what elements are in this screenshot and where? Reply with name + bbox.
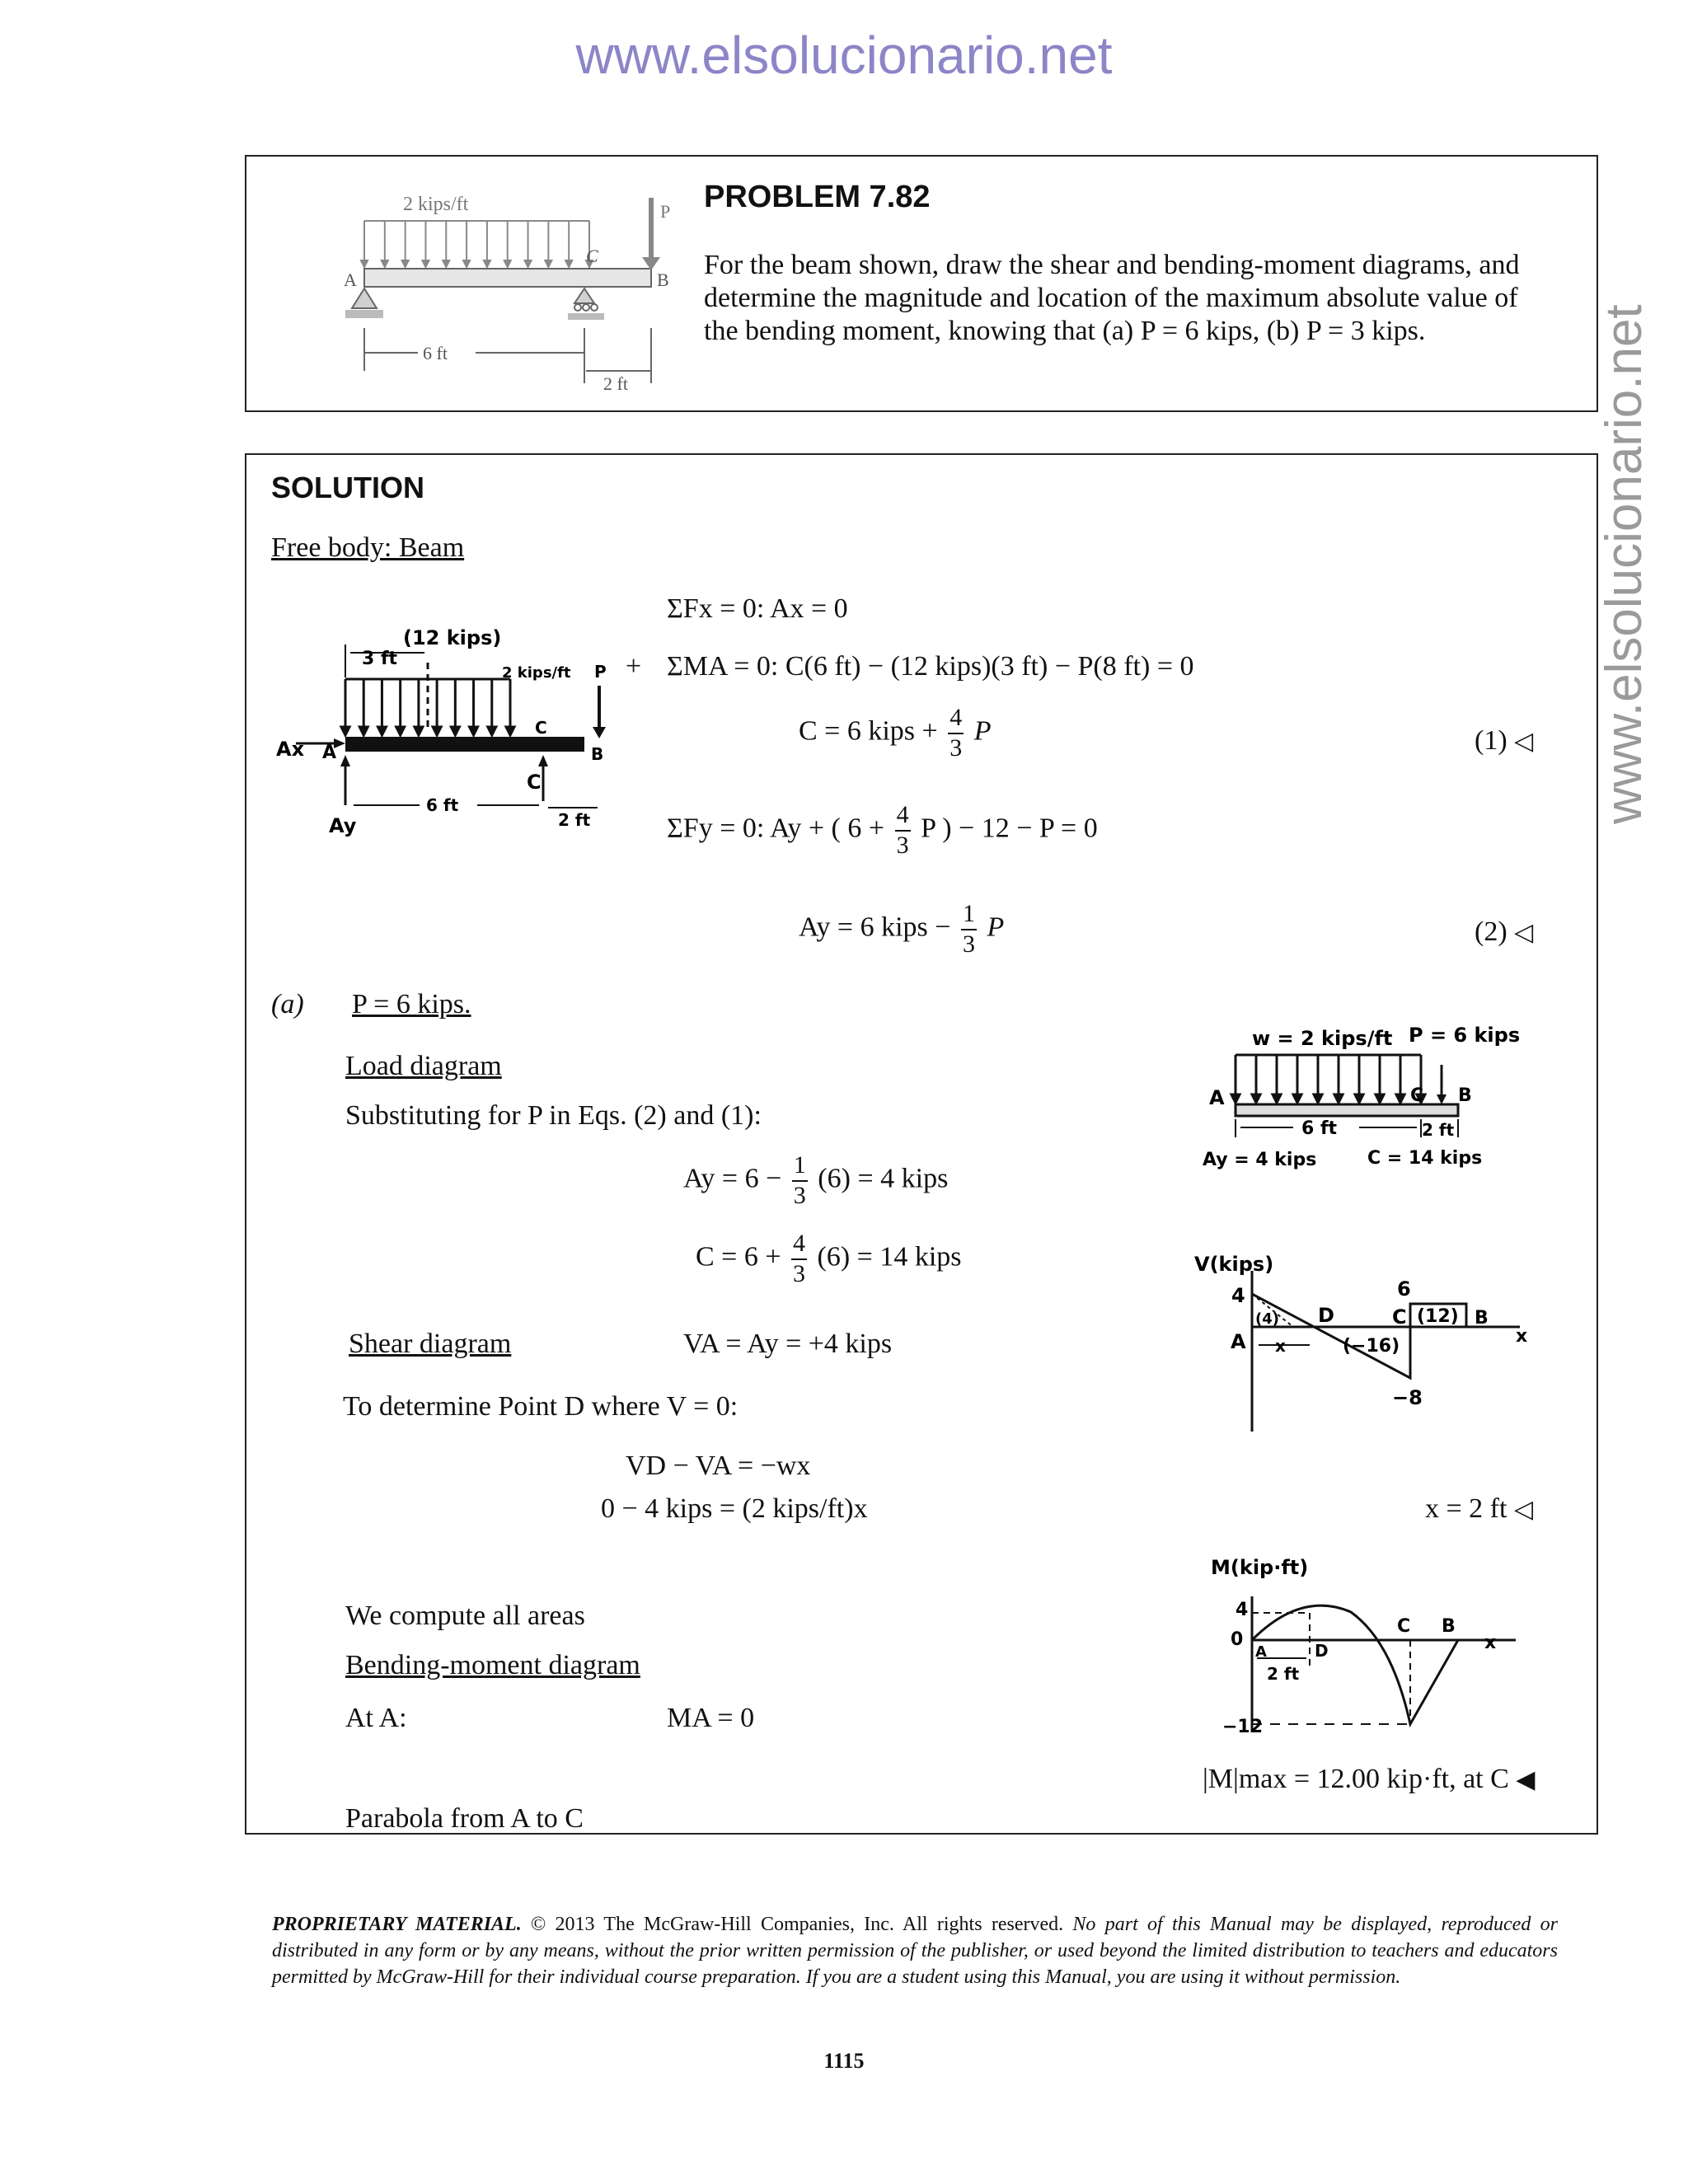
eq-ay-left: Ay = 6 kips − bbox=[799, 912, 951, 943]
ld-b: B bbox=[1458, 1085, 1472, 1106]
eq-moment-lead: + bbox=[626, 651, 642, 682]
load-arrow-head bbox=[1273, 1094, 1281, 1103]
answer-marker-1: ◁ bbox=[1514, 728, 1534, 755]
eq-fy-right: P ) − 12 − P = 0 bbox=[921, 813, 1098, 844]
eq-fy-den: 3 bbox=[896, 831, 909, 859]
fbd-cy: C bbox=[527, 771, 542, 794]
eq-ay-fraction bbox=[961, 900, 977, 958]
mmax-text: |M|max = 12.00 kip·ft, at C bbox=[1203, 1764, 1509, 1794]
load-arrow-head bbox=[470, 727, 478, 735]
sd-vm8: −8 bbox=[1392, 1386, 1423, 1409]
problem-text-2: determine the magnitude and location of the maximum absolute value of bbox=[704, 283, 1518, 313]
substituting-text: Substituting for P in Eqs. (2) and (1): bbox=[345, 1100, 762, 1131]
fbd-dist: 3 ft bbox=[362, 649, 398, 669]
sd-a1: (4) bbox=[1255, 1310, 1279, 1328]
problem-box bbox=[245, 155, 1598, 412]
bending-moment-label: Bending-moment diagram bbox=[345, 1650, 640, 1680]
fbd-w: 2 kips/ft bbox=[502, 664, 571, 682]
watermark-side: www.elsolucionario.net bbox=[1596, 304, 1653, 824]
fbd-s2: 2 ft bbox=[558, 810, 591, 830]
eq-ay-num: 1 bbox=[961, 900, 977, 930]
ld-s1: 6 ft bbox=[1301, 1118, 1338, 1139]
load-arrow-head bbox=[1396, 1094, 1404, 1103]
solution-box bbox=[245, 453, 1598, 1835]
copyright-footer bbox=[272, 1912, 1558, 1991]
problem-text-3: the bending moment, knowing that (a) P = 6 kips, (b) P = 3 kips. bbox=[704, 316, 1426, 346]
ay-calc-left: Ay = 6 − bbox=[683, 1163, 782, 1194]
load-arrow-head bbox=[1293, 1094, 1301, 1103]
footer-bold: PROPRIETARY MATERIAL. bbox=[272, 1914, 522, 1935]
fbd-ax: Ax bbox=[276, 738, 305, 761]
md-x: x bbox=[1484, 1633, 1497, 1653]
md-c: C bbox=[1397, 1616, 1411, 1637]
load-arrow-head bbox=[1376, 1094, 1384, 1103]
solution-heading: SOLUTION bbox=[271, 471, 424, 504]
sd-a2: (−16) bbox=[1343, 1336, 1400, 1357]
md-b: B bbox=[1442, 1616, 1456, 1637]
md-m4: 4 bbox=[1236, 1600, 1249, 1620]
mmax-result bbox=[1203, 1765, 1535, 1793]
load-arrow-head bbox=[1252, 1094, 1260, 1103]
fig-c-label: C bbox=[586, 246, 598, 266]
problem-title: PROBLEM 7.82 bbox=[704, 180, 931, 214]
eq2-tag bbox=[1475, 918, 1533, 946]
load-arrow-head bbox=[1314, 1094, 1322, 1103]
eq-c bbox=[799, 704, 992, 762]
load-diagram-label: Load diagram bbox=[345, 1051, 502, 1081]
md-m0: 0 bbox=[1231, 1629, 1244, 1650]
load-arrow-head bbox=[382, 260, 388, 267]
footer-plain: © 2013 The McGraw-Hill Companies, Inc. All rights reserved. bbox=[521, 1914, 1073, 1935]
load-arrow-head bbox=[1334, 1094, 1343, 1103]
eq-c-left: C = 6 kips + bbox=[799, 715, 938, 747]
va-eq: VA = Ay = +4 kips bbox=[683, 1329, 893, 1359]
answer-marker-2: ◁ bbox=[1514, 919, 1534, 946]
shear-diagram-sketch bbox=[1194, 1254, 1557, 1436]
load-diagram-sketch bbox=[1194, 1015, 1521, 1180]
fig-b-label: B bbox=[657, 269, 669, 290]
eq2-tag-text: (2) bbox=[1475, 916, 1507, 947]
vd-eq-2: 0 − 4 kips = (2 kips/ft)x bbox=[601, 1493, 868, 1524]
free-body-sketch bbox=[271, 628, 617, 851]
part-a-label: (a) bbox=[271, 989, 304, 1019]
x-result bbox=[1425, 1495, 1533, 1523]
areas-text: We compute all areas bbox=[345, 1601, 585, 1631]
ld-s2: 2 ft bbox=[1422, 1120, 1455, 1140]
point-d-text: To determine Point D where V = 0: bbox=[343, 1391, 738, 1422]
md-d: D bbox=[1315, 1641, 1329, 1661]
ay-calc-num: 1 bbox=[792, 1151, 808, 1182]
parabola-text: Parabola from A to C bbox=[345, 1803, 584, 1834]
at-a-label: At A: bbox=[345, 1703, 407, 1733]
sd-xlab: x bbox=[1275, 1336, 1286, 1356]
sd-x: x bbox=[1516, 1326, 1528, 1347]
c-calc-right: (6) = 14 kips bbox=[817, 1241, 962, 1272]
eq1-tag-text: (1) bbox=[1475, 725, 1507, 756]
ay-calc-fraction bbox=[792, 1151, 808, 1210]
load-arrow-head bbox=[433, 727, 441, 735]
ay-calc bbox=[683, 1151, 948, 1210]
c-calc-fraction bbox=[791, 1230, 807, 1288]
free-body-label: Free body: Beam bbox=[271, 532, 465, 563]
load-arrow-head bbox=[488, 727, 496, 735]
load-arrow-head bbox=[504, 260, 511, 267]
sd-v6: 6 bbox=[1397, 1277, 1411, 1301]
load-arrow-head bbox=[1355, 1094, 1363, 1103]
fig-a-label: A bbox=[344, 269, 357, 290]
fbd-load: (12 kips) bbox=[403, 626, 502, 649]
answer-marker-final: ◀ bbox=[1516, 1766, 1536, 1793]
vd-eq: VD − VA = −wx bbox=[626, 1451, 811, 1481]
load-arrow-head bbox=[359, 727, 368, 735]
c-calc-den: 3 bbox=[793, 1259, 806, 1287]
load-arrow-head bbox=[463, 260, 470, 267]
eq-sum-fy bbox=[667, 801, 1098, 860]
shear-diagram-label: Shear diagram bbox=[349, 1329, 512, 1359]
load-arrow-head bbox=[341, 727, 349, 735]
eq-c-num: 4 bbox=[948, 704, 964, 734]
eq-c-right: P bbox=[973, 715, 992, 747]
fig-p-label: P bbox=[660, 201, 671, 222]
fig-span1: 6 ft bbox=[423, 343, 448, 363]
watermark-top[interactable]: www.elsolucionario.net bbox=[575, 26, 1113, 85]
eq-sum-fx: ΣFx = 0: Ax = 0 bbox=[667, 593, 848, 624]
ld-c-value: C = 14 kips bbox=[1367, 1148, 1483, 1169]
sd-v4: 4 bbox=[1231, 1284, 1245, 1307]
load-arrow-head bbox=[361, 260, 368, 267]
moment-diagram-sketch bbox=[1194, 1551, 1557, 1741]
fbd-b: B bbox=[591, 744, 604, 764]
ay-calc-right: (6) = 4 kips bbox=[818, 1163, 949, 1194]
eq-c-fraction bbox=[948, 704, 964, 762]
fbd-a: A bbox=[322, 743, 337, 763]
load-arrow-head bbox=[377, 727, 386, 735]
md-axis: M(kip·ft) bbox=[1211, 1556, 1309, 1579]
ay-calc-den: 3 bbox=[793, 1181, 806, 1209]
c-calc bbox=[696, 1230, 962, 1288]
fig-load-label: 2 kips/ft bbox=[403, 194, 469, 215]
sd-a3: (12) bbox=[1417, 1306, 1459, 1327]
eq-sum-ma: ΣMA = 0: C(6 ft) − (12 kips)(3 ft) − P(8 ft) = 0 bbox=[667, 651, 1194, 682]
ld-w: w = 2 kips/ft bbox=[1252, 1027, 1393, 1050]
md-dist: 2 ft bbox=[1267, 1664, 1300, 1684]
fbd-p: P bbox=[594, 662, 607, 682]
load-arrow-head bbox=[565, 260, 572, 267]
load-arrow-head bbox=[415, 727, 423, 735]
answer-marker-3: ◁ bbox=[1513, 1496, 1534, 1523]
beam-figure bbox=[279, 165, 671, 404]
eq-ay-den: 3 bbox=[962, 930, 975, 958]
load-arrow-head bbox=[545, 260, 551, 267]
md-m12: −12 bbox=[1222, 1717, 1264, 1737]
sd-b: B bbox=[1475, 1308, 1489, 1329]
ld-c: C bbox=[1410, 1085, 1424, 1106]
load-arrow-head bbox=[422, 260, 429, 267]
fbd-c: C bbox=[535, 718, 547, 738]
md-a: A bbox=[1255, 1643, 1267, 1661]
fig-span2: 2 ft bbox=[603, 373, 628, 394]
load-arrow-head bbox=[506, 727, 514, 735]
eq-fy-fraction bbox=[895, 801, 911, 860]
fbd-s1: 6 ft bbox=[426, 795, 459, 815]
problem-text-1: For the beam shown, draw the shear and bending-moment diagrams, and bbox=[704, 250, 1520, 280]
eq-fy-left: ΣFy = 0: Ay + ( 6 + bbox=[667, 813, 885, 844]
load-arrow-head bbox=[396, 727, 405, 735]
ld-ay: Ay = 4 kips bbox=[1203, 1150, 1317, 1170]
load-arrow-head bbox=[451, 727, 459, 735]
page-number: 1115 bbox=[823, 2049, 865, 2073]
ld-p: P = 6 kips bbox=[1409, 1024, 1521, 1047]
load-arrow-head bbox=[484, 260, 490, 267]
sd-c: C bbox=[1392, 1305, 1407, 1329]
load-arrow-head bbox=[525, 260, 532, 267]
eq1-tag bbox=[1475, 727, 1533, 755]
sd-a: A bbox=[1231, 1330, 1246, 1353]
ma-eq: MA = 0 bbox=[667, 1703, 755, 1733]
sd-axis: V(kips) bbox=[1194, 1253, 1274, 1276]
eq-c-den: 3 bbox=[950, 733, 963, 762]
x-result-text: x = 2 ft bbox=[1425, 1493, 1507, 1524]
load-arrow-head bbox=[402, 260, 409, 267]
c-calc-num: 4 bbox=[791, 1230, 807, 1260]
load-arrow-head bbox=[1231, 1094, 1240, 1103]
part-a-p: P = 6 kips. bbox=[352, 989, 471, 1019]
fbd-ay: Ay bbox=[329, 814, 357, 837]
eq-fy-num: 4 bbox=[895, 801, 911, 832]
ld-a: A bbox=[1209, 1086, 1225, 1109]
sd-d: D bbox=[1318, 1304, 1334, 1327]
eq-ay-right: P bbox=[987, 912, 1005, 943]
load-arrow-head bbox=[443, 260, 449, 267]
c-calc-left: C = 6 + bbox=[696, 1241, 781, 1272]
eq-ay bbox=[799, 900, 1004, 958]
footer-italic: No part of this Manual may be displayed, reproduced or distributed in any form or by any means, without the prior written permission of the publisher, or used beyond the limited distribution to teachers and educators permitted by McGraw-Hill for their individual course preparation. If you are a student using this Manual, you are using it without permission. bbox=[272, 1914, 1558, 1988]
